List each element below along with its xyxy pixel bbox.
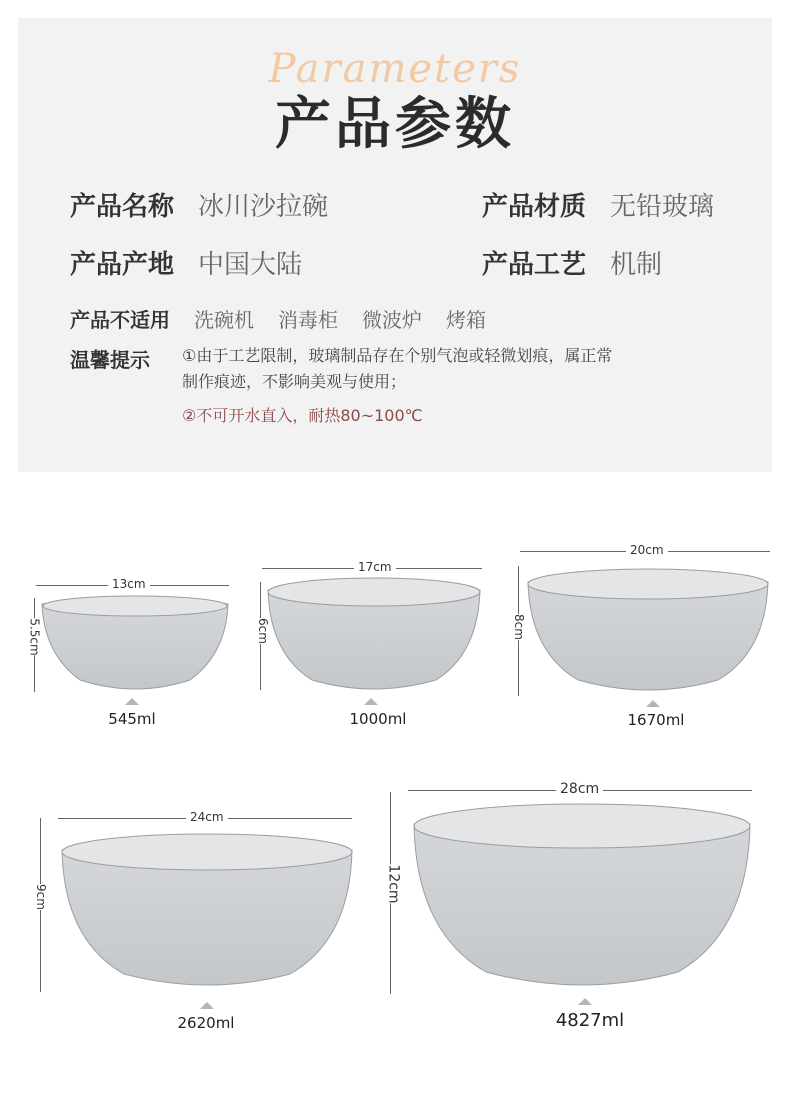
tip-2: ②不可开水直入，耐热80~100℃	[182, 406, 423, 425]
width-label: 17cm	[354, 560, 396, 574]
spec-craft	[482, 244, 662, 281]
volume-label: 545ml	[108, 710, 156, 728]
page-title: 产品参数	[275, 92, 515, 157]
bowl-1-image	[40, 594, 230, 692]
volume-arrow	[364, 698, 378, 705]
spec-origin-value: 中国大陆	[198, 250, 303, 280]
volume-label: 2620ml	[177, 1014, 235, 1032]
height-label: 8cm	[511, 614, 526, 640]
spec-craft-label: 产品工艺	[482, 250, 587, 280]
height-label: 6cm	[255, 618, 270, 644]
height-label: 5.5cm	[27, 618, 42, 656]
volume-arrow	[200, 1002, 214, 1009]
spec-material-value: 无铅玻璃	[610, 192, 715, 222]
spec-craft-value: 机制	[610, 250, 663, 280]
tip-1	[182, 343, 612, 395]
width-label: 24cm	[186, 810, 228, 824]
spec-unsuitable-label: 产品不适用	[70, 308, 170, 332]
script-title: Parameters	[268, 46, 522, 92]
bowl-5-image	[412, 800, 752, 994]
spec-material	[482, 186, 714, 223]
width-label: 20cm	[626, 543, 668, 557]
volume-label: 4827ml	[555, 1010, 625, 1031]
volume-arrow	[125, 698, 139, 705]
spec-name-label: 产品名称	[70, 192, 175, 222]
tip-1-line-1: ①由于工艺限制，玻璃制品存在个别气泡或轻微划痕，属正常	[182, 346, 613, 365]
volume-arrow	[578, 998, 592, 1005]
width-label: 13cm	[108, 577, 150, 591]
bowl-3-image	[526, 566, 770, 696]
spec-name	[70, 186, 328, 223]
spec-material-label: 产品材质	[482, 192, 587, 222]
unsuitable-item: 洗碗机	[194, 308, 254, 332]
spec-name-value: 冰川沙拉碗	[198, 192, 329, 222]
bowl-4-image	[60, 830, 354, 992]
bowl-2-image	[266, 576, 482, 694]
unsuitable-item: 消毒柜	[278, 308, 338, 332]
spec-tips	[70, 344, 150, 373]
height-label: 12cm	[385, 864, 402, 904]
tip-1-line-2: 制作痕迹，不影响美观与使用；	[182, 372, 407, 391]
unsuitable-item: 微波炉	[362, 308, 422, 332]
height-label: 9cm	[33, 884, 48, 910]
volume-label: 1000ml	[349, 710, 407, 728]
spec-origin	[70, 244, 302, 281]
volume-arrow	[646, 700, 660, 707]
width-label: 28cm	[556, 781, 603, 797]
unsuitable-item: 烤箱	[446, 308, 486, 332]
spec-unsuitable	[70, 304, 486, 333]
spec-origin-label: 产品产地	[70, 250, 175, 280]
spec-tips-label: 温馨提示	[70, 348, 150, 372]
volume-label: 1670ml	[627, 711, 685, 729]
